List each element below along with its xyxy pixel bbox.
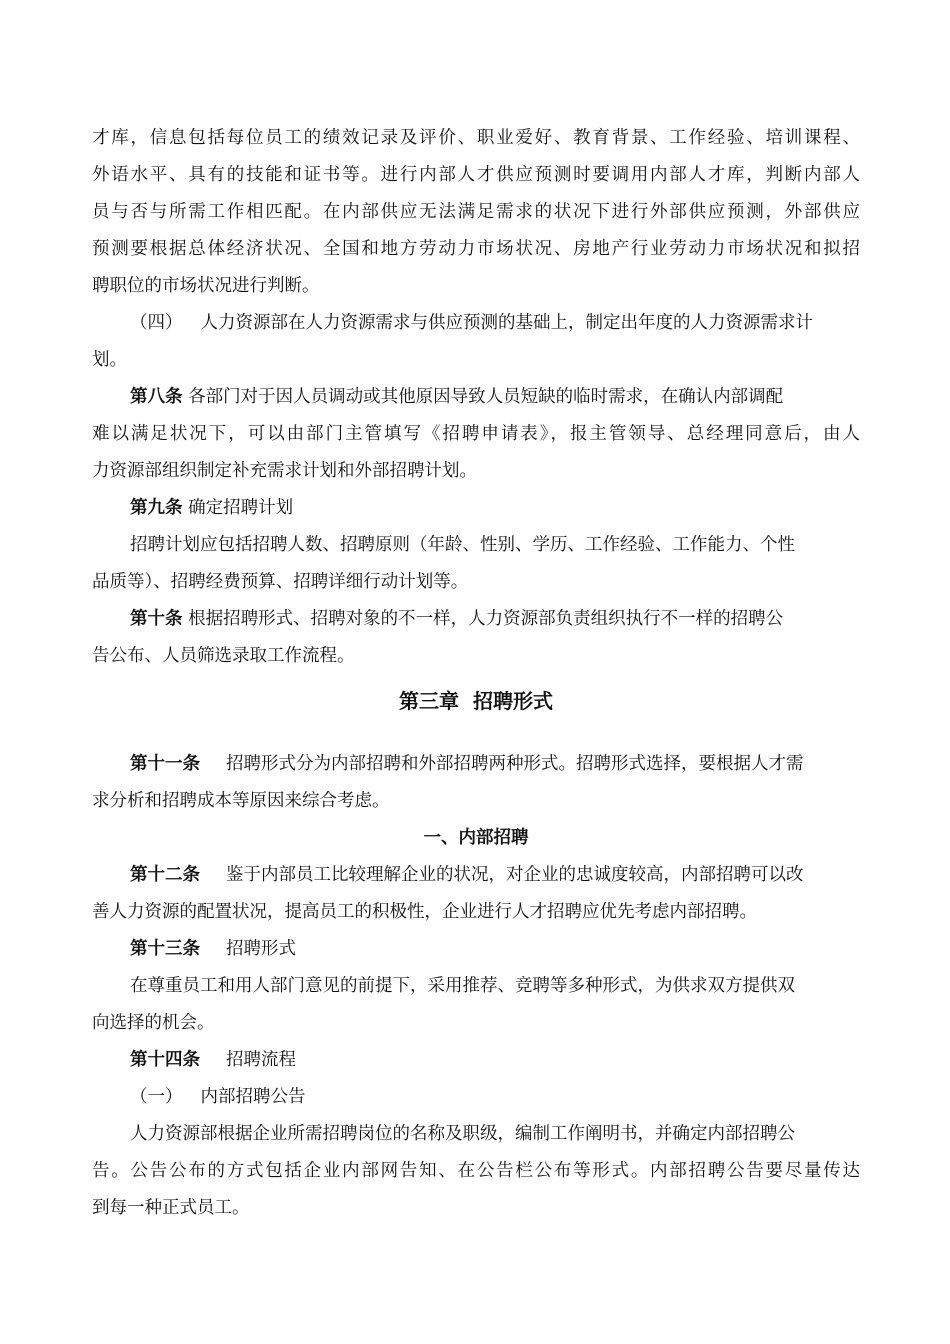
art10-line2: 告公布、人员筛选录取工作流程。 — [92, 646, 355, 666]
art12-line2: 善人力资源的配置状况，提高员工的积极性，企业进行人才招聘应优先考虑内部招聘。 — [92, 902, 757, 922]
art8-text: 各部门对于因人员调动或其他原因导致人员短缺的临时需求，在确认内部调配 — [188, 387, 784, 407]
para1-line1: 才库，信息包括每位员工的绩效记录及评价、职业爱好、教育背景、工作经验、培训课程、 — [92, 128, 860, 148]
art11-text: 招聘形式分为内部招聘和外部招聘两种形式。招聘形式选择，要根据人才需 — [226, 754, 804, 774]
art11-line1 — [130, 752, 804, 776]
art14-line4: 到每一种正式员工。 — [92, 1198, 250, 1218]
art14-title: 第十四条 — [130, 1050, 200, 1070]
art14-text: 招聘流程 — [226, 1050, 296, 1070]
art12-title: 第十二条 — [130, 865, 200, 885]
art10-text: 根据招聘形式、招聘对象的不一样，人力资源部负责组织执行不一样的招聘公 — [188, 609, 784, 629]
art9-line1 — [130, 496, 293, 520]
art9-text: 确定招聘计划 — [188, 498, 294, 518]
item4-marker: （四） — [130, 313, 183, 333]
art10-title: 第十条 — [130, 609, 183, 629]
art13-line1 — [130, 937, 296, 961]
art8-line3: 力资源部组织制定补充需求计划和外部招聘计划。 — [92, 461, 477, 481]
art13-text: 招聘形式 — [226, 939, 296, 959]
art14-sub-line — [130, 1085, 306, 1109]
art13-line3: 向选择的机会。 — [92, 1013, 215, 1033]
art9-title: 第九条 — [130, 498, 183, 518]
art14-sub-marker: （一） — [130, 1087, 183, 1107]
art13-line2: 在尊重员工和用人部门意见的前提下，采用推荐、竞聘等多种形式，为供求双方提供双 — [130, 976, 795, 996]
item4-text: 人力资源部在人力资源需求与供应预测的基础上，制定出年度的人力资源需求计 — [200, 313, 813, 333]
art8-line2: 难以满足状况下，可以由部门主管填写《招聘申请表》，报主管领导、总经理同意后，由人 — [92, 424, 860, 444]
art12-line1 — [130, 863, 804, 887]
art9-line2: 招聘计划应包括招聘人数、招聘原则（年龄、性别、学历、工作经验、工作能力、个性 — [130, 535, 795, 555]
art14-line1 — [130, 1048, 296, 1072]
art8-title: 第八条 — [130, 387, 183, 407]
art11-title: 第十一条 — [130, 754, 200, 774]
art8-line1 — [130, 385, 783, 409]
art14-line2: 人力资源部根据企业所需招聘岗位的名称及职级，编制工作阐明书，并确定内部招聘公 — [130, 1124, 795, 1144]
para1-line5: 聘职位的市场状况进行判断。 — [92, 276, 320, 296]
art13-title: 第十三条 — [130, 939, 200, 959]
section-heading: 一、内部招聘 — [423, 828, 529, 848]
art14-sub-text: 内部招聘公告 — [200, 1087, 306, 1107]
para1-line4: 预测要根据总体经济状况、全国和地方劳动力市场状况、房地产行业劳动力市场状况和拟招 — [92, 239, 860, 259]
chapter-heading: 第三章 招聘形式 — [399, 689, 553, 713]
art12-text: 鉴于内部员工比较理解企业的状况，对企业的忠诚度较高，内部招聘可以改 — [226, 865, 804, 885]
para1-line3: 员与否与所需工作相匹配。在内部供应无法满足需求的状况下进行外部供应预测，外部供应 — [92, 202, 860, 222]
para1-line2: 外语水平、具有的技能和证书等。进行内部人才供应预测时要调用内部人才库，判断内部人 — [92, 165, 860, 185]
art10-line1 — [130, 607, 783, 631]
art11-line2: 求分析和招聘成本等原因来综合考虑。 — [92, 791, 390, 811]
art14-line3: 告。公告公布的方式包括企业内部网告知、在公告栏公布等形式。内部招聘公告要尽量传达 — [92, 1161, 860, 1181]
item4-line2: 划。 — [92, 350, 127, 370]
art9-line3: 品质等）、招聘经费预算、招聘详细行动计划等。 — [92, 572, 469, 592]
item4-line1 — [130, 311, 813, 335]
